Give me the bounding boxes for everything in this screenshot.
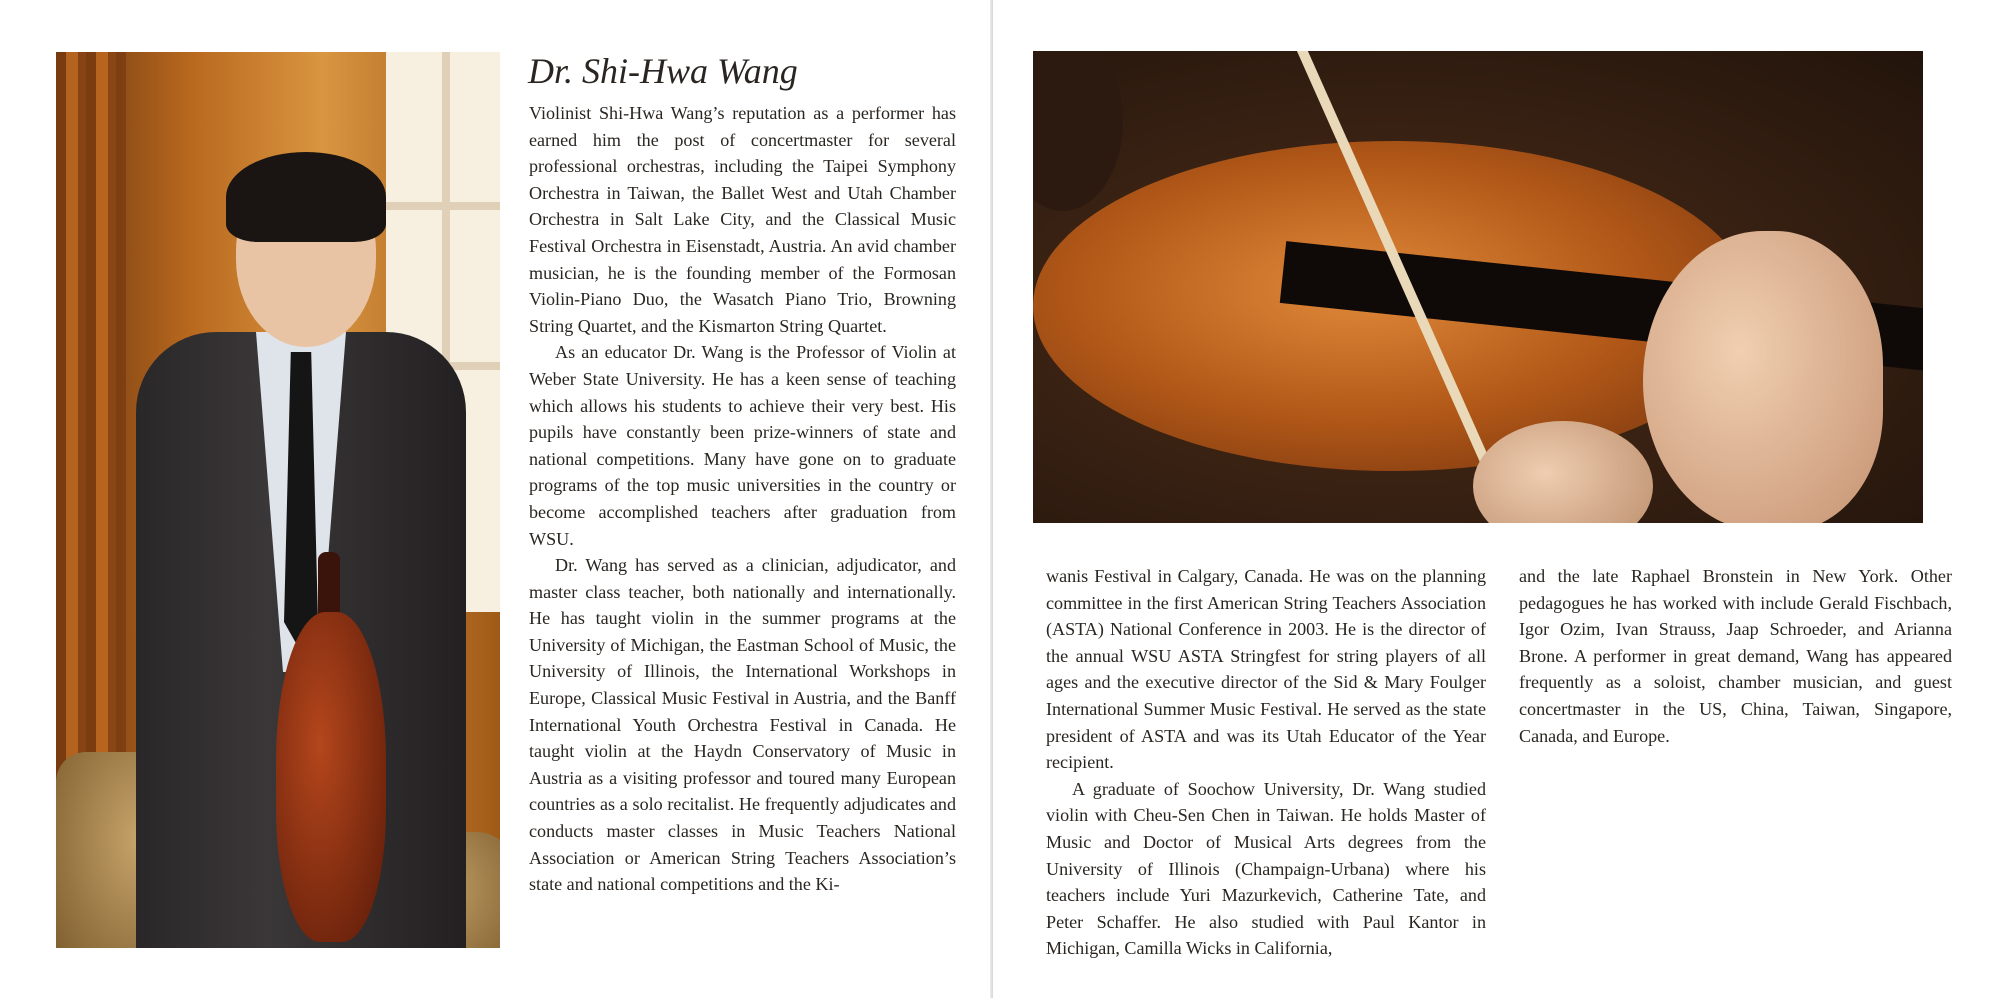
page-title: Dr. Shi-Hwa Wang — [528, 51, 798, 91]
left-page — [0, 0, 993, 998]
bio-paragraph-2: As an educator Dr. Wang is the Professor of Violin at Weber State University. He has a keen sense of teaching which allows his students to achieve their very best. His pupils have constantly been prize-winners of state and national competitions. Many have gone on to graduate programs of the top music universities in the country or become accomplished teachers after graduation from WSU. — [529, 342, 956, 549]
violin-graphic — [276, 612, 386, 942]
bio-paragraph-1: Violinist Shi-Hwa Wang’s reputation as a performer has earned him the post of concertmaster for several professional orchestras, including the Taipei Symphony Orchestra in Taiwan, the Ballet West and Utah Chamber Orchestra in Salt Lake City, and the Classical Music Festival Orchestra in Eisenstadt, Austria. An avid chamber musician, he is the founding member of the Formosan Violin-Piano Duo, the Wasatch Piano Trio, Browning String Quartet, and the Kismarton String Quartet. — [529, 103, 956, 336]
text-column-right — [1519, 563, 1952, 749]
left-hand-graphic — [1643, 231, 1883, 523]
bio-paragraph-3: Dr. Wang has served as a clinician, adjudicator, and master class teacher, both nationally and internationally. He has taught violin in the summer programs at the University of Michigan, the Eastman School of Music, the University of Illinois, the International Workshops in Europe, Classical Music Festival in Austria, and the Banff International Youth Orchestra Festival in Canada. He taught violin at the Haydn Conservatory of Music in Austria as a visiting professor and toured many European countries as a solo recitalist. He frequently adjudicates and conducts master classes in Music Teachers National Association or American String Teachers Association’s state and national competitions and the Ki- — [529, 555, 956, 895]
text-column-left — [529, 100, 956, 898]
player-chin-graphic — [1033, 51, 1123, 211]
hair-graphic — [226, 152, 386, 242]
bio-paragraph-4: wanis Festival in Calgary, Canada. He was on the planning committee in the first American String Teachers Association (ASTA) National Conference in 2003. He is the director of the annual WSU ASTA Stringfest for string players of all ages and the executive director of the Sid & Mary Foulger International Summer Music Festival. He served as the state president of ASTA and was its Utah Educator of the Year recipient. — [1046, 566, 1486, 773]
violin-closeup-photo — [1033, 51, 1923, 523]
bio-paragraph-6: and the late Raphael Bronstein in New York. Other pedagogues he has worked with include Gerald Fischbach, Igor Ozim, Ivan Strauss, Jaap Schroeder, and Arianna Brone. A performer in great demand, Wang has appeared frequently as a soloist, chamber musician, and guest concertmaster in the US, China, Taiwan, Singapore, Canada, and Europe. — [1519, 566, 1952, 746]
bio-paragraph-5: A graduate of Soochow University, Dr. Wang studied violin with Cheu-Sen Chen in Taiwan. He holds Master of Music and Doctor of Musical Arts degrees from the University of Illinois (Champaign-Urbana) where his teachers include Yuri Mazurkevich, Catherine Tate, and Peter Schaffer. He also studied with Paul Kantor in Michigan, Camilla Wicks in California, — [1046, 778, 1486, 959]
text-column-middle — [1046, 563, 1486, 962]
portrait-photo — [56, 52, 500, 948]
